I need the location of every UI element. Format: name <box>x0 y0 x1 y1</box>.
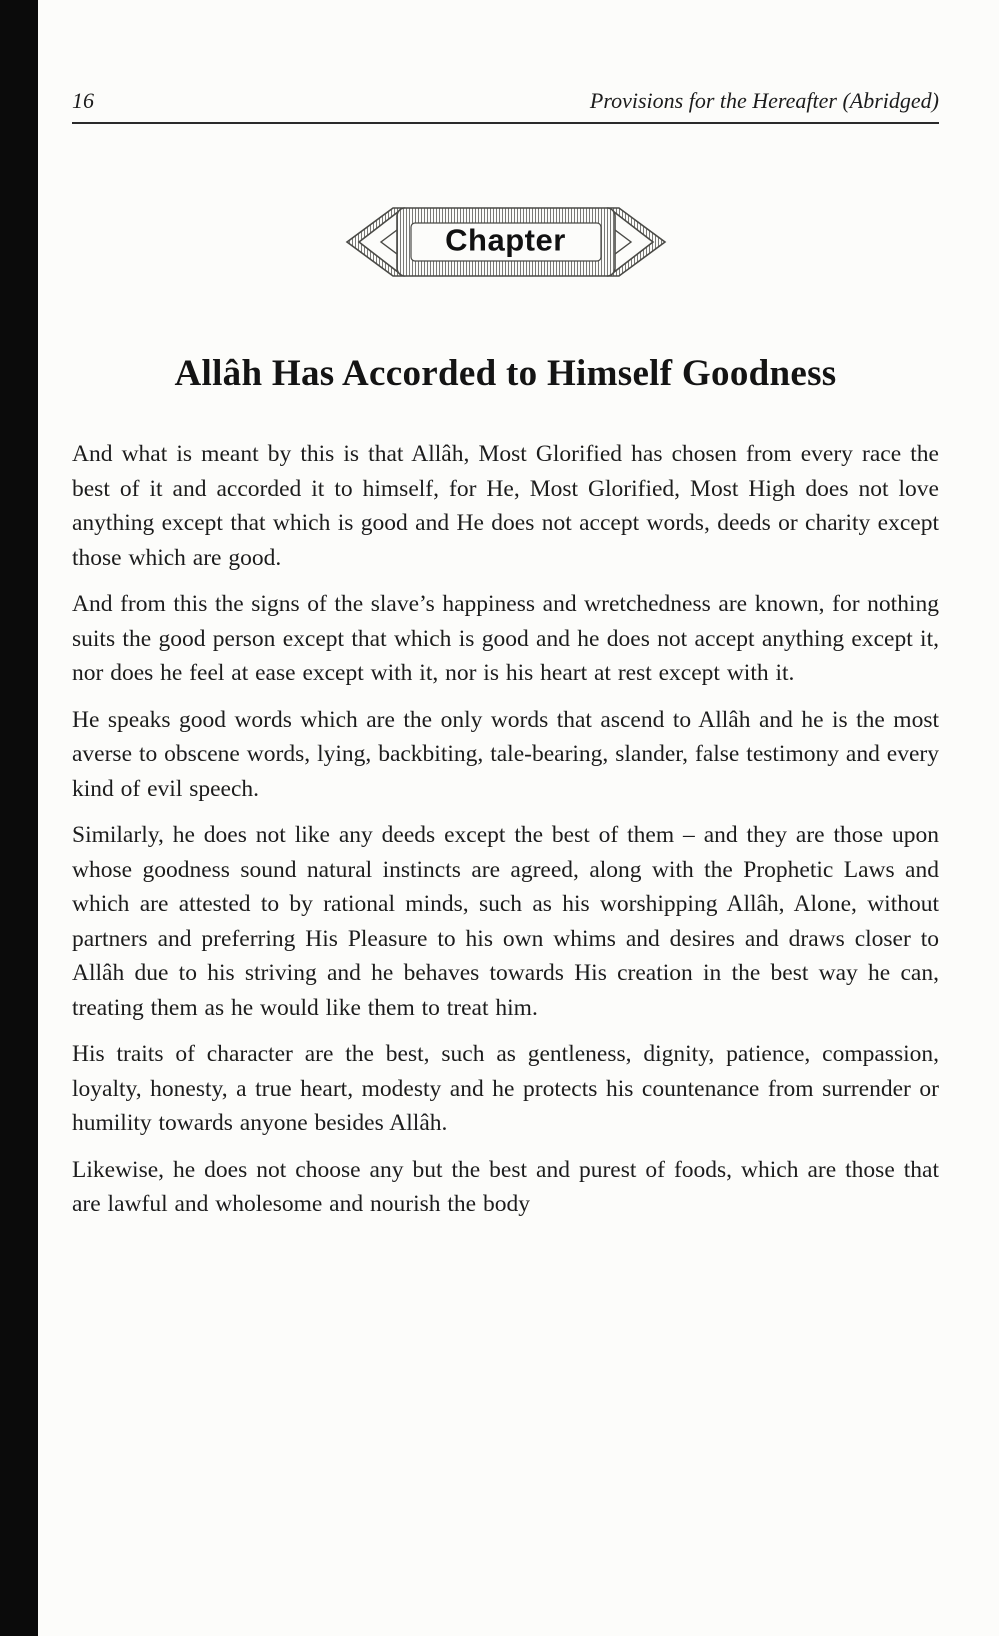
paragraph-2: And from this the signs of the slave’s happiness and wretchedness are known, for nothing suits the good person except that which is good and he does not accept anything except it, nor does he feel at ease except with it, nor is his heart at rest except with it. <box>72 591 939 686</box>
paragraph-1: And what is meant by this is that Allâh, Most Glorified has chosen from every race the best of it and accorded it to himself, for He, Most Glorified, Most High does not love anything except that which is good and He does not accept words, deeds or charity except those which are good. <box>72 441 939 571</box>
chapter-title: Allâh Has Accorded to Himself Goodness <box>174 353 837 394</box>
page-header <box>72 0 939 114</box>
paragraph-3: He speaks good words which are the only words that ascend to Allâh and he is the most averse to obscene words, lying, backbiting, tale-bearing, slander, false testimony and every kind of evil speech. <box>72 706 939 802</box>
running-title: Provisions for the Hereafter (Abridged) <box>589 88 939 113</box>
chapter-banner-wrap <box>72 198 939 286</box>
page-number: 16 <box>72 88 94 113</box>
chapter-banner-label: Chapter <box>445 222 566 258</box>
paragraph-6: Likewise, he does not choose any but the best and purest of foods, which are those that are lawful and wholesome and nourish the body <box>72 1156 939 1217</box>
paragraph-5: His traits of character are the best, such as gentleness, dignity, patience, compassion, loyalty, honesty, a true heart, modesty and he protects his countenance from surrender or humility towards anyone besides Allâh. <box>72 1041 939 1136</box>
header-rule <box>72 122 939 124</box>
page-content <box>72 0 939 1234</box>
chapter-banner <box>333 198 679 286</box>
paragraph-4: Similarly, he does not like any deeds except the best of them – and they are those upon whose goodness sound natural instincts are agreed, along with the Prophetic Laws and which are attested to by rational minds, such as his worshipping Allâh, Alone, without partners and preferring His Pleasure to his own whims and desires and draws closer to Allâh due to his striving and he behaves towards His creation in the best way he can, treating them as he would like them to treat him. <box>72 822 939 1021</box>
scan-edge-strip <box>0 0 38 1636</box>
body-text <box>72 437 939 1222</box>
